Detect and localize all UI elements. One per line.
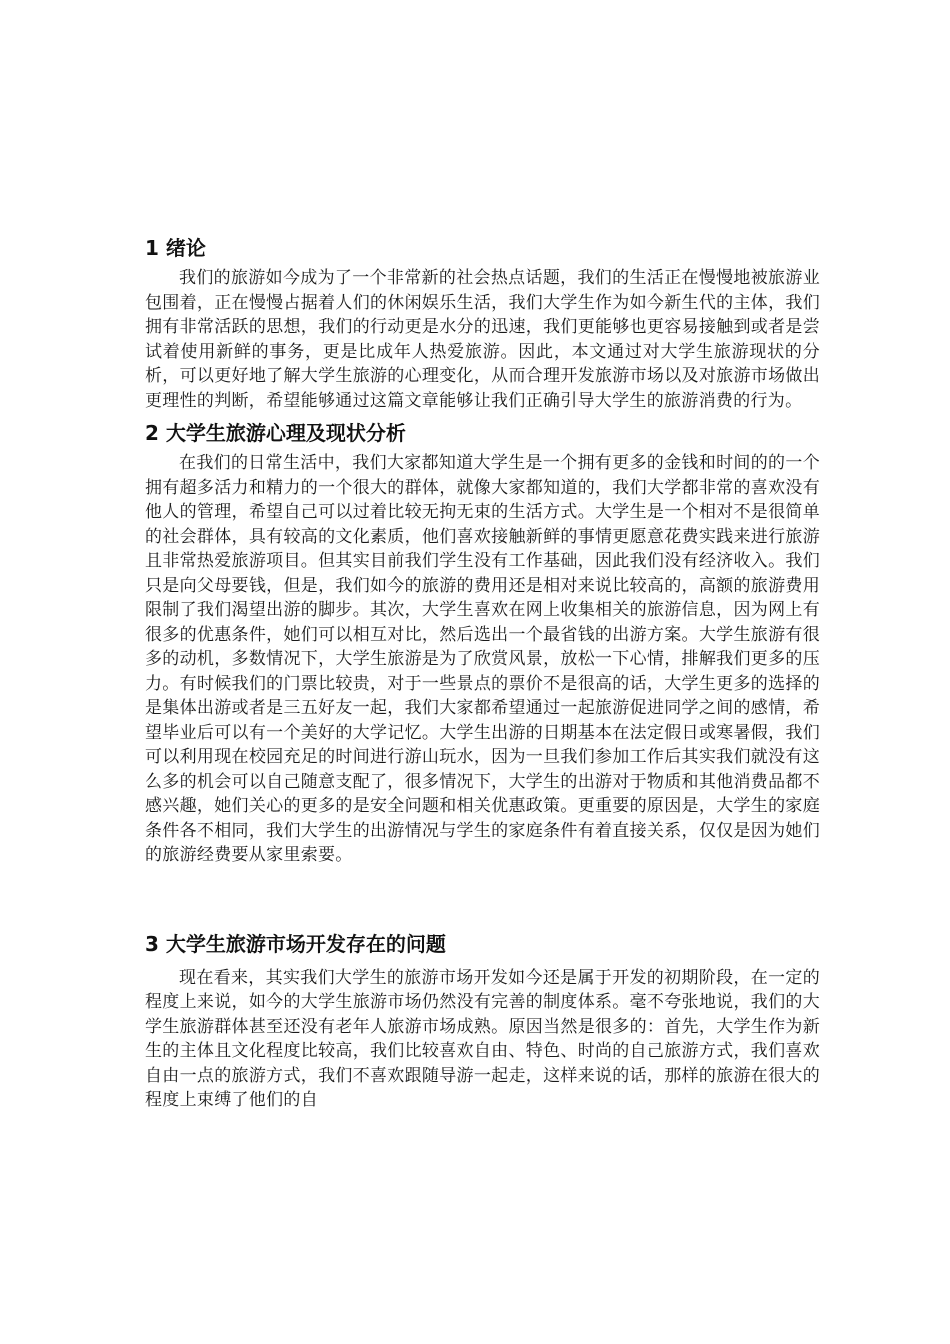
section-paragraph-introduction: 我们的旅游如今成为了一个非常新的社会热点话题，我们的生活正在慢慢地被旅游业包围着，正在慢慢占据着人们的休闲娱乐生活，我们大学生作为如今新生代的主体，我们拥有非常活跃的思想，我们的行动更是水分的迅速，我们更能够也更容易接触到或者是尝试着使用新鲜的事务，更是比成年人热爱旅游。因此，本文通过对大学生旅游现状的分析，可以更好地了解大学生旅游的心理变化，从而合理开发旅游市场以及对旅游市场做出更理性的判断，希望能够通过这篇文章能够让我们正确引导大学生的旅游消费的行为。 [145, 268, 820, 411]
section-paragraph-psychology-status: 在我们的日常生活中，我们大家都知道大学生是一个拥有更多的金钱和时间的的一个拥有超多活力和精力的一个很大的群体，就像大家都知道的，我们大学都非常的喜欢没有他人的管理，希望自己可以过着比较无拘无束的生活方式。大学生是一个相对不是很简单的社会群体，具有较高的文化素质，他们喜欢接触新鲜的事情更愿意花费实践来进行旅游且非常热爱旅游项目。但其实目前我们学生没有工作基础，因此我们没有经济收入。我们只是向父母要钱，但是，我们如今的旅游的费用还是相对来说比较高的，高额的旅游费用限制了我们渴望出游的脚步。其次，大学生喜欢在网上收集相关的旅游信息，因为网上有很多的优惠条件，她们可以相互对比，然后选出一个最省钱的出游方案。大学生旅游有很多的动机，多数情况下，大学生旅游是为了欣赏风景，放松一下心情，排解我们更多的压力。有时候我们的门票比较贵，对于一些景点的票价不是很高的话，大学生更多的选择的是集体出游或者是三五好友一起，我们大家都希望通过一起旅游促进同学之间的感情，希望毕业后可以有一个美好的大学记忆。大学生出游的日期基本在法定假日或寒暑假，我们可以利用现在校园充足的时间进行游山玩水，因为一旦我们参加工作后其实我们就没有这么多的机会可以自己随意支配了，很多情况下，大学生的出游对于物质和其他消费品都不感兴趣，她们关心的更多的是安全问题和相关优惠政策。更重要的原因是，大学生的家庭条件各不相同，我们大学生的出游情况与学生的家庭条件有着直接关系，仅仅是因为她们的旅游经费要从家里索要。 [145, 453, 820, 865]
section-heading-psychology-status: 2 大学生旅游心理及现状分析 [145, 421, 406, 445]
section-paragraph-market-problems: 现在看来，其实我们大学生的旅游市场开发如今还是属于开发的初期阶段，在一定的程度上来说，如今的大学生旅游市场仍然没有完善的制度体系。毫不夸张地说，我们的大学生旅游群体甚至还没有老年人旅游市场成熟。原因当然是很多的：首先，大学生作为新生的主体且文化程度比较高，我们比较喜欢自由、特色、时尚的自己旅游方式，我们喜欢自由一点的旅游方式，我们不喜欢跟随导游一起走，这样来说的话，那样的旅游在很大的程度上束缚了他们的自 [145, 967, 820, 1110]
document-body [145, 232, 820, 1113]
section-heading-introduction: 1 绪论 [145, 236, 206, 260]
section-heading-market-problems: 3 大学生旅游市场开发存在的问题 [145, 931, 446, 956]
